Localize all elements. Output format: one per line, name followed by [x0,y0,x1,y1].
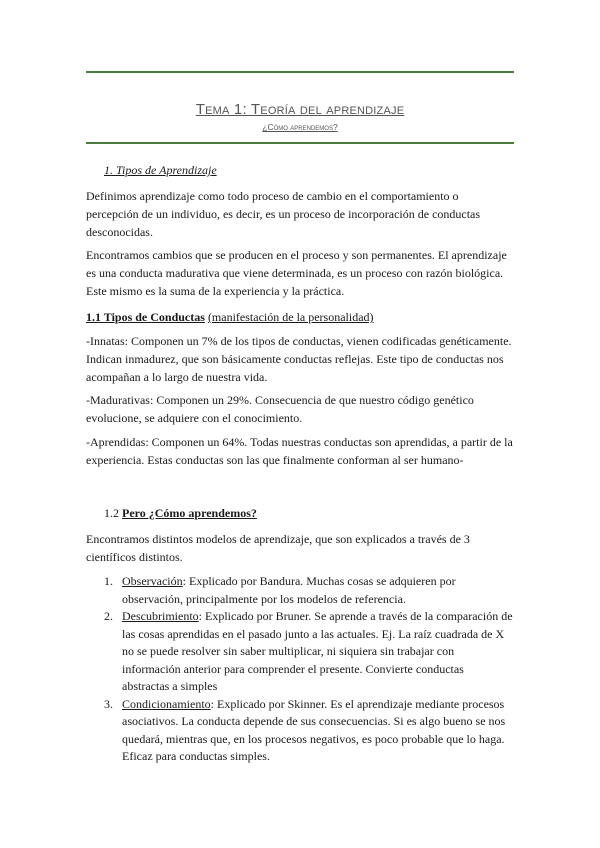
list-item [86,608,514,696]
section-1-heading: 1. Tipos de Aprendizaje [104,163,217,177]
page-title: Tema 1: Teoría del aprendizaje [195,101,405,118]
section-1-2-heading [104,506,257,521]
top-rule [86,71,514,73]
list-item [86,573,514,608]
models-list [86,573,514,766]
list-text: : Explicado por Bruner. Se aprende a través de la comparación de las cosas aprendidas en el pasado junto a las actuales. Ej. La raíz cuadrada de X no se puede resolver sin saber multiplicar, ni siquiera sin trabajar con información anterior para comprender el presente. Convierte conductas abstractas a simples [122,609,513,693]
page-subtitle: ¿Cómo aprendemos? [262,122,338,132]
section-1-1-heading [86,310,374,325]
paragraph-definition: Definimos aprendizaje como todo proceso de cambio en el comportamiento o percepción de un individuo, es decir, es un proceso de incorporación de conductas desconocidas. [86,189,481,239]
list-term: Descubrimiento [122,609,199,623]
paragraph-madurativas: -Madurativas: Componen un 29%. Consecuencia de que nuestro código genético evolucione, se adquiere con el conocimiento. [86,393,474,425]
list-text: : Explicado por Skinner. Es el aprendizaje mediante procesos asociativos. La conducta depende de sus consecuencias. Si es algo bueno se nos quedará, mientras que, en los procesos negativos, es poco probable que lo haga. Eficaz para conductas simples. [122,696,506,763]
paragraph-aprendidas: -Aprendidas: Componen un 64%. Todas nuestras conductas son aprendidas, a partir de la experiencia. Estas conductas son las que finalmente conforman al ser humano- [86,435,513,467]
paragraph-models: Encontramos distintos modelos de aprendizaje, que son explicados a través de 3 científicos distintos. [86,532,470,564]
list-number: 2. [104,609,113,623]
list-number: 1. [104,574,113,588]
section-1-2-label: Pero ¿Cómo aprendemos? [122,506,257,520]
list-item [86,696,514,766]
paragraph-innatas: -Innatas: Componen un 7% de los tipos de conductas, vienen codificadas genéticamente. Indican inmadurez, que son básicamente conductas reflejas. Este tipo de conductas nos acompañan a lo largo de nuestra vida. [86,334,512,384]
paragraph-changes: Encontramos cambios que se producen en el proceso y son permanentes. El aprendizaje es una conducta madurativa que viene determinada, es un proceso con razón biológica. Este mismo es la suma de la experiencia y la práctica. [86,248,507,298]
list-number: 3. [104,696,113,711]
list-text: : Explicado por Bandura. Muchas cosas se adquieren por observación, principalmente por los modelos de referencia. [122,574,456,606]
section-1-1-label: 1.1 Tipos de Conductas [86,310,205,324]
section-1-1-sub: (manifestación de la personalidad) [207,310,374,324]
section-1-2-number: 1.2 [104,506,119,520]
list-term: Condicionamiento [122,696,211,711]
list-term: Observación [122,574,183,588]
title-bottom-rule [86,142,514,144]
